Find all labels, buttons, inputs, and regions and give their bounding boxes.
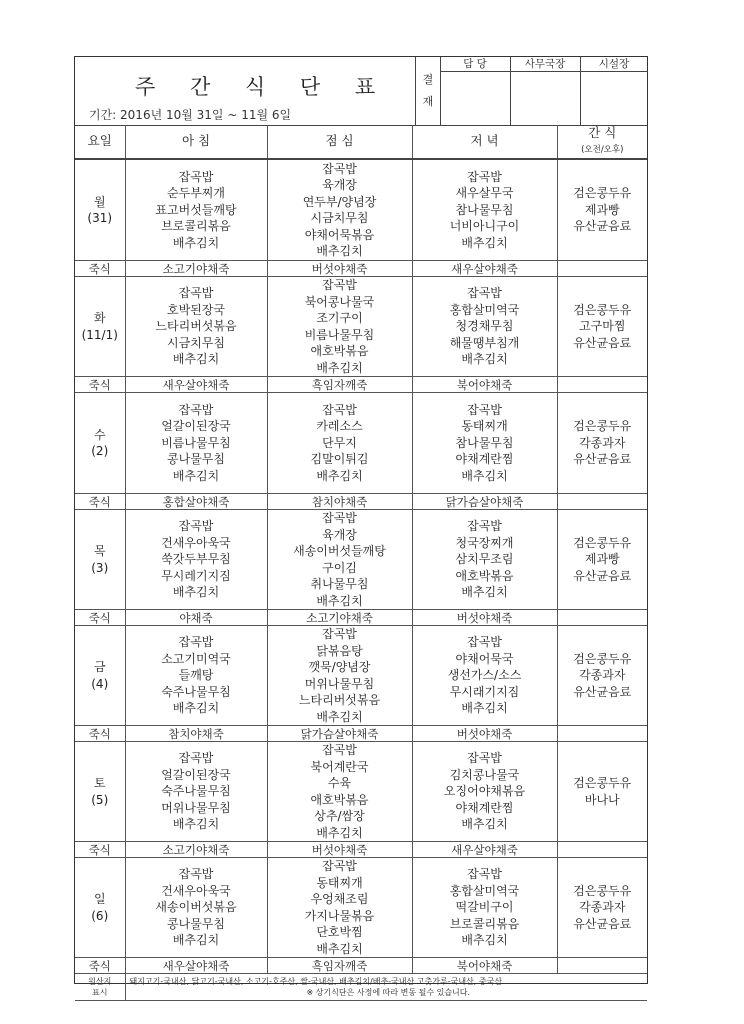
dinner-cell-item: 잡곡밥 [467,751,502,766]
approval-role-secretary: 사무국장 [510,57,580,72]
snack-cell-item: 제과빵 [584,202,620,217]
lunch-cell-item: 잡곡밥 [322,278,357,292]
dinner-cell-item: 배추김치 [461,701,508,716]
dinner-cell [412,277,557,377]
lunch-cell-item: 수육 [327,776,352,790]
dinner-cell-item: 홍합살미역국 [449,883,520,898]
porridge-item: 새우살야채죽 [125,958,267,974]
day-name: 월 [93,194,106,209]
snack-cell [557,626,647,726]
lunch-cell [267,510,412,610]
dinner-cell-item: 배추김치 [461,468,508,483]
breakfast-cell-item: 잡곡밥 [178,635,214,650]
origin-text-cell [125,974,647,1001]
breakfast-cell-item: 새송이버섯볶음 [155,900,237,915]
breakfast-cell-item: 비름나물무침 [161,435,231,450]
porridge-item: 새우살야채죽 [412,842,557,858]
porridge-label: 죽식 [75,958,125,974]
breakfast-cell-item: 잡곡밥 [178,402,214,417]
snack-cell-item: 각종과자 [579,435,626,450]
porridge-item: 북어야채죽 [412,377,557,393]
lunch-cell-item: 야채어묵볶음 [304,227,375,242]
breakfast-cell [125,159,267,261]
header-row [75,125,647,159]
dinner-cell-item: 배추김치 [461,352,508,367]
snack-cell-item: 유산균음료 [573,335,632,350]
origin-text: 돼지고기-국내산, 닭고기-국내산, 소고기-호주산, 쌀-국내산, 배추김치/배추-국내산 고춧가루-국내산, 중국산 [129,977,503,986]
snack-cell-item: 유산균음료 [573,452,632,467]
porridge-label: 죽식 [75,610,125,626]
lunch-cell [267,626,412,726]
day-cell [75,742,125,842]
breakfast-cell-item: 무시레기지짐 [161,568,231,583]
header-snack [557,125,647,159]
origin-label [75,974,125,1001]
porridge-empty [557,261,647,277]
day-date: (4) [91,676,109,691]
lunch-cell-item: 잡곡밥 [322,859,357,873]
snack-cell-item: 고구마찜 [579,319,626,334]
porridge-item: 새우살야채죽 [125,377,267,393]
dinner-cell-item: 청경채무침 [455,319,514,334]
porridge-row [75,610,647,626]
snack-cell-item: 각종과자 [579,668,626,683]
breakfast-cell [125,277,267,377]
header-snack-sub: (오전/오후) [581,144,624,155]
dinner-cell-item: 잡곡밥 [467,519,502,534]
approval-role-staff: 담 당 [440,57,510,72]
breakfast-cell-item: 잡곡밥 [178,169,214,184]
day-date: (5) [91,792,109,807]
dinner-cell-item: 청국장찌개 [455,535,514,550]
approval-box [415,57,648,125]
lunch-cell-item: 배추김치 [316,941,363,956]
lunch-cell-item: 잡곡밥 [322,511,357,525]
period-text: 기간: 2016년 10월 31일 ~ 11월 6일 [89,108,292,122]
lunch-cell-item: 가지나물볶음 [304,908,375,923]
breakfast-cell-item: 브로콜리볶음 [161,219,231,234]
snack-cell-item: 유산균음료 [573,568,632,583]
page-title: 주 간 식 단 표 [135,75,390,99]
breakfast-cell-item: 잡곡밥 [178,286,214,301]
header-lunch: 점 심 [267,125,412,159]
breakfast-cell-item: 잡곡밥 [178,867,214,882]
day-date: (2) [91,444,109,458]
porridge-item: 참치야채죽 [125,726,267,742]
day-name: 토 [93,776,106,790]
breakfast-cell-item: 숙주나물무침 [161,684,231,699]
day-date: (3) [91,560,109,575]
day-row [75,626,647,726]
lunch-cell-item: 배추김치 [316,593,363,608]
day-name: 금 [93,660,106,674]
dinner-cell-item: 야채계란찜 [455,800,514,815]
lunch-cell-item: 연두부/양념장 [302,194,377,209]
porridge-item: 소고기야채죽 [267,610,412,626]
origin-label-line: 원산지 [88,977,112,986]
approval-label [416,57,441,125]
day-row [75,393,647,494]
snack-cell-item: 유산균음료 [573,219,632,234]
lunch-cell-item: 카레소스 [316,419,363,434]
approval-role-director: 시설장 [580,57,648,72]
snack-cell-item: 검은콩두유 [573,883,632,898]
snack-cell-item: 검은콩두유 [573,302,632,317]
snack-cell-item: 유산균음료 [573,684,632,699]
breakfast-cell-item: 잡곡밥 [178,751,214,766]
breakfast-cell [125,626,267,726]
porridge-empty [557,610,647,626]
porridge-item: 북어야채죽 [412,958,557,974]
dinner-cell-item: 애호박볶음 [455,568,514,583]
porridge-item: 참치야채죽 [267,494,412,510]
lunch-cell [267,277,412,377]
snack-cell-item: 검은콩두유 [573,186,632,201]
breakfast-cell [125,393,267,494]
dinner-cell-item: 잡곡밥 [467,635,502,650]
day-row [75,159,647,261]
lunch-cell-item: 배추김치 [316,825,363,840]
porridge-empty [557,726,647,742]
day-row [75,742,647,842]
breakfast-cell-item: 느타리버섯볶음 [155,319,237,334]
day-row [75,277,647,377]
lunch-cell-item: 느타리버섯볶음 [298,693,381,707]
day-row [75,858,647,958]
dinner-cell-item: 배추김치 [461,817,508,832]
porridge-item: 닭가슴살야채죽 [267,726,412,742]
lunch-cell-item: 잡곡밥 [322,402,357,417]
menu-sheet [74,56,648,997]
porridge-row [75,494,647,510]
porridge-item: 소고기야채죽 [125,842,267,858]
lunch-cell-item: 취나물무침 [310,577,369,591]
dinner-cell-item: 홍합살미역국 [449,302,520,317]
day-date: (31) [87,211,113,225]
breakfast-cell-item: 배추김치 [172,352,220,367]
breakfast-cell-item: 숙주나물무침 [161,784,231,799]
approval-col-staff [440,57,511,125]
lunch-cell-item: 배추김치 [316,709,363,724]
snack-cell [557,393,647,494]
dinner-cell-item: 잡곡밥 [467,286,502,301]
dinner-cell-item: 떡갈비구이 [455,900,514,915]
snack-cell-item: 검은콩두유 [573,776,632,790]
porridge-label: 죽식 [75,842,125,858]
lunch-cell [267,159,412,261]
dinner-cell-item: 새우살무국 [455,186,514,201]
header-dinner: 저 녁 [412,125,557,159]
day-cell [75,393,125,494]
dinner-cell-item: 동태찌개 [461,419,508,434]
dinner-cell [412,159,557,261]
breakfast-cell-item: 얼갈이된장국 [161,419,231,434]
snack-cell-item: 유산균음료 [573,916,632,931]
dinner-cell-item: 잡곡밥 [467,867,502,882]
day-name: 수 [93,427,106,442]
breakfast-cell-item: 호박된장국 [167,302,225,317]
lunch-cell-item: 잡곡밥 [322,627,357,641]
header-snack-label: 간 식 [588,125,617,140]
porridge-item: 흑임자깨죽 [267,377,412,393]
approval-label-2: 재 [422,95,434,108]
lunch-cell-item: 우엉채조림 [310,892,369,906]
lunch-cell-item: 시금치무침 [310,211,369,225]
porridge-row [75,377,647,393]
lunch-cell-item: 동태찌개 [316,875,363,890]
snack-cell [557,510,647,610]
porridge-label: 죽식 [75,494,125,510]
lunch-cell-item: 육개장 [322,178,357,192]
porridge-item: 새우살야채죽 [412,261,557,277]
breakfast-cell [125,858,267,958]
porridge-label: 죽식 [75,377,125,393]
breakfast-cell-item: 배추김치 [172,235,220,250]
breakfast-cell-item: 시금치무침 [167,335,225,350]
lunch-cell-item: 김말이튀김 [310,452,369,467]
snack-cell-item: 검은콩두유 [573,419,632,434]
lunch-cell-item: 닭볶음탕 [316,643,363,658]
porridge-empty [557,842,647,858]
breakfast-cell [125,742,267,842]
snack-cell [557,858,647,958]
day-cell [75,277,125,377]
lunch-cell-item: 배추김치 [316,244,363,258]
breakfast-cell-item: 배추김치 [172,701,220,716]
origin-label-line: 표시 [92,988,108,997]
breakfast-cell-item: 콩나물무침 [167,452,225,467]
dinner-cell [412,858,557,958]
dinner-cell-item: 너비아니구이 [449,219,520,234]
breakfast-cell-item: 소고기미역국 [161,651,231,666]
lunch-cell-item: 구이김 [322,560,357,575]
dinner-cell-item: 브로콜리볶음 [449,916,520,931]
dinner-cell [412,510,557,610]
dinner-cell-item: 오징어야채볶음 [443,784,526,799]
lunch-cell-item: 배추김치 [316,360,363,375]
breakfast-cell [125,510,267,610]
breakfast-cell-item: 머위나물무침 [161,800,231,815]
origin-note: ※ 상기식단은 사정에 따라 변동 될수 있습니다. [306,988,471,997]
approval-col-director [580,57,648,125]
breakfast-cell-item: 표고버섯들깨탕 [155,202,237,217]
dinner-cell-item: 야채어묵국 [455,651,514,666]
day-cell [75,626,125,726]
day-cell [75,858,125,958]
lunch-cell-item: 애호박볶음 [310,792,369,807]
porridge-item: 닭가슴살야채죽 [412,494,557,510]
lunch-cell [267,742,412,842]
porridge-item: 야채죽 [125,610,267,626]
day-name: 일 [93,892,106,906]
dinner-cell [412,393,557,494]
porridge-item: 홍합살야채죽 [125,494,267,510]
lunch-cell-item: 상추/쌈장 [314,809,365,823]
lunch-cell-item: 비름나물무침 [304,327,375,342]
porridge-empty [557,377,647,393]
porridge-item: 버섯야채죽 [412,726,557,742]
origin-row [75,974,647,1001]
dinner-cell-item: 배추김치 [461,933,508,948]
menu-table [75,125,647,1001]
breakfast-cell-item: 잡곡밥 [178,519,214,534]
porridge-row [75,842,647,858]
lunch-cell-item: 북어계란국 [310,759,369,774]
porridge-item: 버섯야채죽 [267,261,412,277]
lunch-cell-item: 배추김치 [316,468,363,483]
dinner-cell-item: 해물땡부침개 [449,335,520,350]
dinner-cell-item: 배추김치 [461,235,508,250]
breakfast-cell-item: 건새우아욱국 [161,535,231,550]
breakfast-cell-item: 콩나물무침 [167,916,225,931]
snack-cell-item: 제과빵 [584,552,620,567]
lunch-cell-item: 머위나물무침 [304,676,375,691]
dinner-cell-item: 잡곡밥 [467,402,502,417]
approval-label-1: 결 [422,73,434,86]
porridge-row [75,726,647,742]
day-name: 화 [93,311,106,325]
lunch-cell-item: 육개장 [322,527,357,542]
breakfast-cell-item: 배추김치 [172,468,220,483]
lunch-cell-item: 북어콩나물국 [304,294,375,309]
day-name: 목 [93,544,106,558]
dinner-cell-item: 참나물무침 [455,202,514,217]
day-date: (11/1) [81,327,118,342]
header-day: 요일 [75,125,125,159]
dinner-cell-item: 무시래기지짐 [449,684,520,699]
porridge-item: 소고기야채죽 [125,261,267,277]
porridge-item: 버섯야채죽 [267,842,412,858]
porridge-row [75,958,647,974]
lunch-cell-item: 잡곡밥 [322,743,357,757]
day-cell [75,510,125,610]
snack-cell-item: 검은콩두유 [573,651,632,666]
snack-cell [557,742,647,842]
snack-cell-item: 검은콩두유 [573,535,632,550]
lunch-cell-item: 새송이버섯들깨탕 [293,544,386,558]
approval-col-secretary [510,57,581,125]
dinner-cell-item: 생선가스/소스 [447,668,522,683]
breakfast-cell-item: 배추김치 [172,933,220,948]
dinner-cell-item: 김치콩나물국 [449,767,520,782]
porridge-row [75,261,647,277]
lunch-cell [267,393,412,494]
breakfast-cell-item: 건새우아욱국 [161,883,231,898]
porridge-item: 버섯야채죽 [412,610,557,626]
lunch-cell-item: 조기구이 [316,311,363,325]
dinner-cell-item: 참나물무침 [455,435,514,450]
dinner-cell [412,742,557,842]
snack-cell-item: 각종과자 [579,900,626,915]
porridge-empty [557,494,647,510]
lunch-cell-item: 애호박볶음 [310,344,369,358]
day-date: (6) [91,908,109,923]
dinner-cell-item: 배추김치 [461,585,508,600]
dinner-cell [412,626,557,726]
lunch-cell-item: 단무지 [322,435,357,450]
lunch-cell-item: 단호박찜 [316,925,363,939]
dinner-cell-item: 삼치무조림 [455,552,514,567]
dinner-cell-item: 야채계란찜 [455,452,514,467]
breakfast-cell-item: 쑥갓두부무침 [161,552,231,567]
snack-cell-item: 바나나 [584,792,620,807]
porridge-label: 죽식 [75,726,125,742]
header [75,57,647,126]
breakfast-cell-item: 들깨탕 [178,668,214,683]
lunch-cell-item: 잡곡밥 [322,161,357,176]
snack-cell [557,159,647,261]
day-row [75,510,647,610]
breakfast-cell-item: 얼갈이된장국 [161,767,231,782]
header-breakfast: 아 침 [125,125,267,159]
breakfast-cell-item: 배추김치 [172,817,220,832]
dinner-cell-item: 잡곡밥 [467,169,502,184]
porridge-label: 죽식 [75,261,125,277]
lunch-cell-item: 깻묵/양념장 [308,660,371,674]
porridge-empty [557,958,647,974]
porridge-item: 흑임자깨죽 [267,958,412,974]
day-cell [75,159,125,261]
snack-cell [557,277,647,377]
breakfast-cell-item: 순두부찌개 [167,186,225,201]
lunch-cell [267,858,412,958]
breakfast-cell-item: 배추김치 [172,585,220,600]
